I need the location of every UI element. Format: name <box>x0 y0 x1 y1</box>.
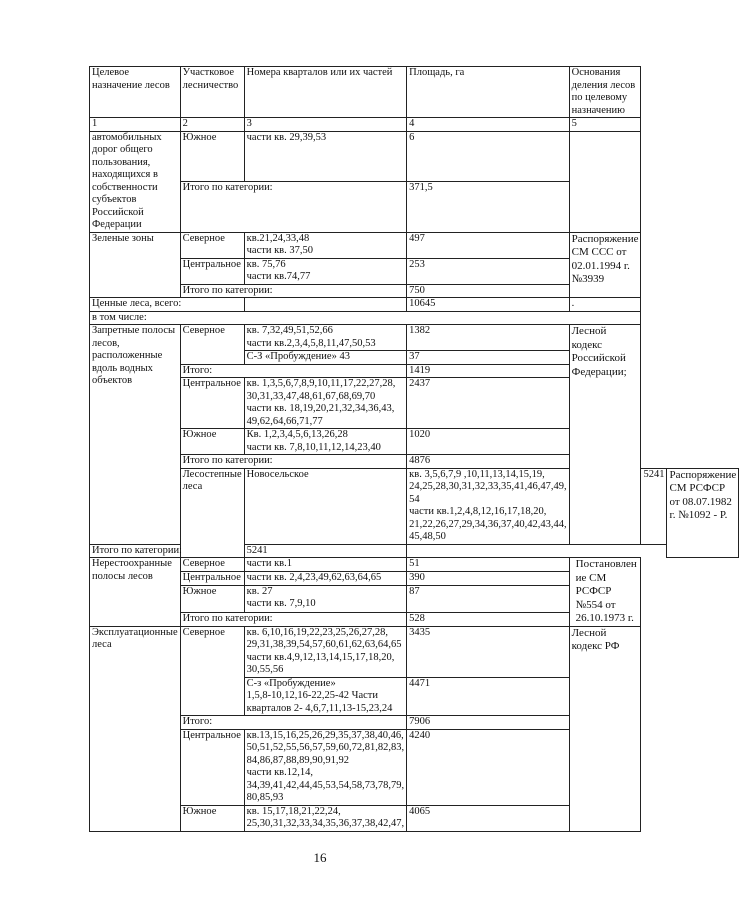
table-row <box>90 468 739 544</box>
green-purpose: Зеленые зоны <box>90 232 181 298</box>
valuable-area: 10645 <box>407 298 570 312</box>
water-total-area: 4876 <box>407 455 570 469</box>
header-row <box>90 67 739 118</box>
spawning-south-quarters: кв. 27 части кв. 7,9,10 <box>244 585 407 612</box>
table-row <box>90 284 739 298</box>
roads-south-name: Южное <box>180 131 244 182</box>
green-north-name: Северное <box>180 232 244 258</box>
green-total-label: Итого по категории: <box>180 284 407 298</box>
colnum-1: 1 <box>90 118 181 132</box>
spawning-central-name: Центральное <box>180 571 244 585</box>
header-purpose: Целевое назначение лесов <box>90 67 181 118</box>
spawning-total-area: 528 <box>407 612 570 626</box>
exploit-north-quarters-2: С-з «Пробуждение» 1,5,8-10,12,16-22,25-42 Части кварталов 2- 4,6,7,11,13-15,23,24 <box>244 677 407 716</box>
header-basis: Основания деления лесов по целевому назначению <box>569 67 641 118</box>
steppe-total-label: Итого по категории: <box>90 544 245 558</box>
green-central-area: 253 <box>407 258 570 284</box>
spawning-purpose: Нерестоохранные полосы лесов <box>90 558 181 627</box>
table-row <box>90 612 739 626</box>
table-row <box>90 258 739 284</box>
steppe-total-area: 5241 <box>244 544 407 558</box>
table-row <box>90 571 739 585</box>
water-south-area: 1020 <box>407 429 570 455</box>
table-row <box>90 455 739 469</box>
steppe-basis: Распоряжение СМ РСФСР от 08.07.1982 г. №1092 - Р. <box>667 468 739 558</box>
roads-total-area: 371,5 <box>407 182 570 233</box>
table-row <box>90 131 739 182</box>
water-total-label: Итого по категории: <box>180 455 407 469</box>
roads-basis <box>569 131 641 232</box>
exploit-central-name: Центральное <box>180 729 244 805</box>
header-forestry: Участковое лесничество <box>180 67 244 118</box>
table-row <box>90 585 739 612</box>
green-central-quarters: кв. 75,76 части кв.74,77 <box>244 258 407 284</box>
steppe-quarters: кв. 3,5,6,7,9 ,10,11,13,14,15,19, 24,25,28,30,31,32,33,35,41,46,47,49, 54 части кв.1,2,4,8,12,16,17,18,20, 21,22,26,27,29,34,36,37,40,42,43,44, 45,48,50 <box>407 468 570 544</box>
table-row <box>90 558 739 572</box>
spawning-north-area: 51 <box>407 558 570 572</box>
colnum-5: 5 <box>569 118 641 132</box>
spawning-basis: Постановлен ие СМ РСФСР №554 от 26.10.1973 г. <box>569 558 641 627</box>
water-subtotal-area: 1419 <box>407 364 570 378</box>
spawning-south-name: Южное <box>180 585 244 612</box>
roads-purpose: автомобильных дорог общего пользования, находящихся в собственности субъектов Российской Федерации <box>90 131 181 232</box>
exploit-north-name: Северное <box>180 626 244 716</box>
exploit-purpose: Эксплуатационные леса <box>90 626 181 831</box>
water-subtotal-label: Итого: <box>180 364 407 378</box>
water-basis: Лесной кодекс Российской Федерации; <box>569 325 641 545</box>
water-north-area-2: 37 <box>407 351 570 365</box>
spawning-central-area: 390 <box>407 571 570 585</box>
water-central-name: Центральное <box>180 378 244 429</box>
table-row <box>90 232 739 258</box>
green-north-area: 497 <box>407 232 570 258</box>
spawning-north-name: Северное <box>180 558 244 572</box>
table-row <box>90 544 739 558</box>
exploit-north-area: 3435 <box>407 626 570 677</box>
green-central-name: Центральное <box>180 258 244 284</box>
table-row <box>90 298 739 312</box>
spawning-south-area: 87 <box>407 585 570 612</box>
colnum-4: 4 <box>407 118 570 132</box>
water-north-area: 1382 <box>407 325 570 351</box>
table-row <box>90 716 739 730</box>
table-row <box>90 729 739 805</box>
table-row <box>90 626 739 677</box>
roads-total-label: Итого по категории: <box>180 182 407 233</box>
water-purpose: Запретные полосы лесов, расположенные вдоль водных объектов <box>90 325 181 545</box>
exploit-north-quarters: кв. 6,10,16,19,22,23,25,26,27,28, 29,31,38,39,54,57,60,61,62,63,64,65 части кв.4,9,12,13,14,15,17,18,20, 30,55,56 <box>244 626 407 677</box>
table-row <box>90 364 739 378</box>
table-row <box>90 182 739 233</box>
steppe-area: 5241 <box>641 468 667 544</box>
valuable-label: Ценные леса, всего: <box>90 298 245 312</box>
water-south-name: Южное <box>180 429 244 455</box>
exploit-subtotal-label: Итого: <box>180 716 407 730</box>
table-row <box>90 805 739 831</box>
including-label: в том числе: <box>90 311 641 325</box>
exploit-north-area-2: 4471 <box>407 677 570 716</box>
spawning-north-quarters: части кв.1 <box>244 558 407 572</box>
forest-purpose-table <box>89 66 739 832</box>
water-central-quarters: кв. 1,3,5,6,7,8,9,10,11,17,22,27,28, 30,31,33,47,48,61,67,68,69,70 части кв. 18,19,20,21,32,34,36,43, 49,62,64,66,71,77 <box>244 378 407 429</box>
steppe-purpose: Лесостепные леса <box>180 468 244 558</box>
spawning-central-quarters: части кв. 2,4,23,49,62,63,64,65 <box>244 571 407 585</box>
water-central-area: 2437 <box>407 378 570 429</box>
exploit-south-name: Южное <box>180 805 244 831</box>
green-total-area: 750 <box>407 284 570 298</box>
green-basis: Распоряжение СМ ССС от 02.01.1994 г. №3939 <box>569 232 641 298</box>
header-area: Площадь, га <box>407 67 570 118</box>
exploit-central-area: 4240 <box>407 729 570 805</box>
table-row <box>90 429 739 455</box>
exploit-central-quarters: кв.13,15,16,25,26,29,35,37,38,40,46, 50,51,52,55,56,57,59,60,72,81,82,83, 84,86,87,88,89,90,91,92 части кв.12,14, 34,39,41,42,44,45,53,54,58,73,78,79, 80,85,93 <box>244 729 407 805</box>
exploit-subtotal-area: 7906 <box>407 716 570 730</box>
column-number-row <box>90 118 739 132</box>
steppe-forestry-name: Новосельское <box>244 468 407 544</box>
table-row <box>90 325 739 351</box>
header-quarters: Номера кварталов или их частей <box>244 67 407 118</box>
colnum-2: 2 <box>180 118 244 132</box>
valuable-basis: . <box>569 298 641 312</box>
table-row <box>90 378 739 429</box>
table-row <box>90 311 739 325</box>
colnum-3: 3 <box>244 118 407 132</box>
green-north-quarters: кв.21,24,33,48 части кв. 37,50 <box>244 232 407 258</box>
exploit-south-quarters: кв. 15,17,18,21,22,24, 25,30,31,32,33,34,35,36,37,38,42,47, <box>244 805 407 831</box>
water-south-quarters: Кв. 1,2,3,4,5,6,13,26,28 части кв. 7,8,10,11,12,14,23,40 <box>244 429 407 455</box>
exploit-basis: Лесной кодекс РФ <box>569 626 641 831</box>
roads-south-area: 6 <box>407 131 570 182</box>
water-north-quarters: кв. 7,32,49,51,52,66 части кв.2,3,4,5,8,11,47,50,53 <box>244 325 407 351</box>
water-north-quarters-2: С-З «Пробуждение» 43 <box>244 351 407 365</box>
spawning-total-label: Итого по категории: <box>180 612 407 626</box>
page-number: 16 <box>313 850 327 865</box>
water-north-name: Северное <box>180 325 244 365</box>
exploit-south-area: 4065 <box>407 805 570 831</box>
roads-south-quarters: части кв. 29,39,53 <box>244 131 407 182</box>
